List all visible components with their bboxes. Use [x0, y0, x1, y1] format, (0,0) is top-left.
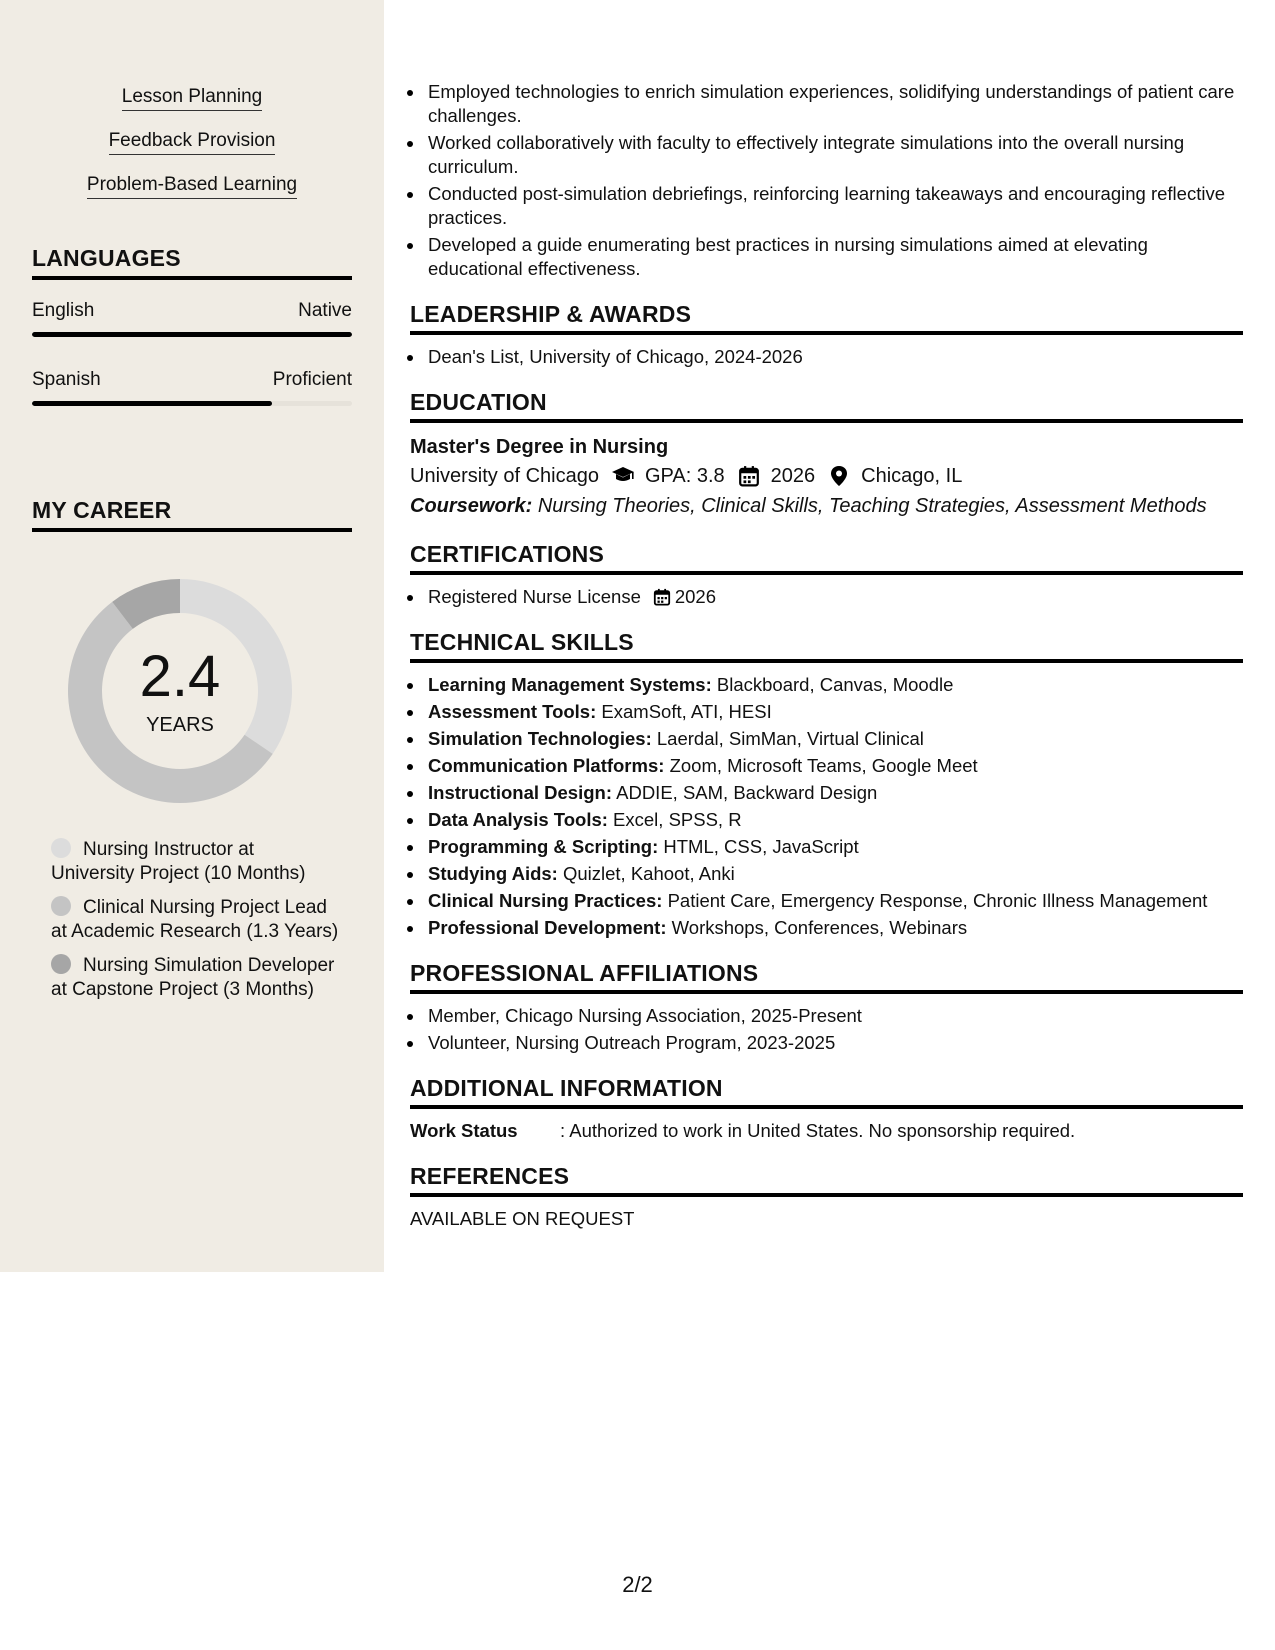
calendar-icon [737, 465, 761, 487]
coursework-label: Coursework: [410, 495, 533, 517]
school-name: University of Chicago [410, 465, 599, 487]
skill-values: Patient Care, Emergency Response, Chronic Illness Management [667, 890, 1208, 911]
skill-values: Laerdal, SimMan, Virtual Clinical [656, 728, 924, 749]
skill-category: Learning Management Systems: [428, 674, 712, 695]
graduation-year: 2026 [770, 465, 816, 487]
skill-category: Assessment Tools: [428, 701, 597, 722]
career-heading: MY CAREER [32, 497, 352, 532]
legend-dot [51, 954, 71, 974]
additional-info-section [410, 1075, 1243, 1143]
skills-list [32, 86, 352, 218]
certifications-section [410, 541, 1243, 609]
technical-skill-item [410, 700, 1243, 724]
legend-dot [51, 896, 71, 916]
career-legend [51, 838, 341, 1012]
references-text: AVAILABLE ON REQUEST [410, 1208, 635, 1229]
career-total-value: 2.4 [139, 644, 221, 709]
language-level: Proficient [272, 369, 352, 390]
additional-info-heading: ADDITIONAL INFORMATION [410, 1075, 1243, 1109]
gpa: GPA: 3.8 [644, 465, 725, 487]
technical-skill-item [410, 916, 1243, 940]
work-status-label: Work Status [410, 1120, 518, 1141]
location: Chicago, IL [861, 465, 963, 487]
references-heading: REFERENCES [410, 1163, 1243, 1197]
career-donut-chart [65, 576, 295, 806]
skill-category: Studying Aids: [428, 863, 558, 884]
sidebar [0, 0, 384, 1272]
skill-values: Excel, SPSS, R [613, 809, 742, 830]
graduation-cap-icon [611, 465, 635, 487]
affiliation-item: Volunteer, Nursing Outreach Program, 2023-2025 [410, 1031, 1243, 1055]
page-number: 2/2 [622, 1572, 653, 1597]
career-total-unit: YEARS [146, 714, 214, 736]
skill-values: Blackboard, Canvas, Moodle [716, 674, 954, 695]
language-level: Native [298, 300, 352, 321]
skill-values: ExamSoft, ATI, HESI [601, 701, 772, 722]
experience-bullet: Developed a guide enumerating best practices in nursing simulations aimed at elevating educational effectiveness. [410, 233, 1243, 281]
language-bar [32, 401, 352, 406]
career-item-label: Clinical Nursing Project Lead at Academic Research (1.3 Years) [51, 897, 339, 942]
technical-skill-item [410, 862, 1243, 886]
skill-values: ADDIE, SAM, Backward Design [616, 782, 878, 803]
certification-year: 2026 [674, 586, 717, 607]
references-section [410, 1163, 1243, 1231]
education-details [410, 461, 1243, 491]
language-spanish [32, 369, 352, 406]
affiliations-section [410, 960, 1243, 1055]
experience-bullet: Worked collaboratively with faculty to effectively integrate simulations into the overall nursing curriculum. [410, 131, 1243, 179]
language-bar-fill [32, 401, 272, 406]
languages-heading: LANGUAGES [32, 245, 352, 280]
language-english [32, 300, 352, 337]
technical-skill-item [410, 889, 1243, 913]
legend-dot [51, 838, 71, 858]
technical-skill-item [410, 835, 1243, 859]
career-item-label: Nursing Simulation Developer at Capstone Project (3 Months) [51, 955, 335, 1000]
main-content [410, 80, 1243, 1231]
skill-category: Communication Platforms: [428, 755, 665, 776]
certifications-heading: CERTIFICATIONS [410, 541, 1243, 575]
language-name: English [32, 300, 95, 321]
skill-category: Professional Development: [428, 917, 667, 938]
language-name: Spanish [32, 369, 101, 390]
calendar-icon [653, 588, 671, 606]
skill-values: HTML, CSS, JavaScript [663, 836, 859, 857]
affiliations-heading: PROFESSIONAL AFFILIATIONS [410, 960, 1243, 994]
skill-item: Feedback Provision [109, 130, 276, 155]
awards-section [410, 301, 1243, 369]
career-item [51, 838, 341, 886]
skill-item: Problem-Based Learning [87, 174, 297, 199]
career-item [51, 954, 341, 1002]
skill-values: Zoom, Microsoft Teams, Google Meet [669, 755, 978, 776]
skill-values: Quizlet, Kahoot, Anki [562, 863, 735, 884]
technical-skills-heading: TECHNICAL SKILLS [410, 629, 1243, 663]
technical-skill-item [410, 754, 1243, 778]
skill-item: Lesson Planning [122, 86, 263, 111]
coursework-list: Nursing Theories, Clinical Skills, Teaching Strategies, Assessment Methods [537, 495, 1207, 517]
skill-category: Clinical Nursing Practices: [428, 890, 663, 911]
awards-heading: LEADERSHIP & AWARDS [410, 301, 1243, 335]
certification-name: Registered Nurse License [428, 586, 641, 607]
skill-category: Data Analysis Tools: [428, 809, 608, 830]
skill-category: Simulation Technologies: [428, 728, 652, 749]
technical-skill-item [410, 727, 1243, 751]
certification-item [410, 585, 1243, 609]
experience-bullets [410, 80, 1243, 281]
technical-skill-item [410, 781, 1243, 805]
affiliation-item: Member, Chicago Nursing Association, 2025-Present [410, 1004, 1243, 1028]
work-status-value: : Authorized to work in United States. No sponsorship required. [560, 1120, 1076, 1141]
language-bar [32, 332, 352, 337]
career-item [51, 896, 341, 944]
education-section [410, 389, 1243, 521]
technical-skill-item [410, 808, 1243, 832]
work-status-row [410, 1119, 1243, 1143]
career-item-label: Nursing Instructor at University Project (10 Months) [51, 839, 306, 884]
technical-skills-section [410, 629, 1243, 940]
degree: Master's Degree in Nursing [410, 436, 669, 458]
technical-skill-item [410, 673, 1243, 697]
coursework [410, 491, 1243, 521]
award-item: Dean's List, University of Chicago, 2024-2026 [410, 345, 1243, 369]
skill-values: Workshops, Conferences, Webinars [671, 917, 968, 938]
map-pin-icon [827, 465, 851, 487]
education-heading: EDUCATION [410, 389, 1243, 423]
language-bar-fill [32, 332, 352, 337]
experience-bullet: Conducted post-simulation debriefings, reinforcing learning takeaways and encouraging reflective practices. [410, 182, 1243, 230]
experience-bullet: Employed technologies to enrich simulation experiences, solidifying understandings of patient care challenges. [410, 80, 1243, 128]
skill-category: Instructional Design: [428, 782, 612, 803]
technical-skills-list [410, 673, 1243, 940]
skill-category: Programming & Scripting: [428, 836, 659, 857]
